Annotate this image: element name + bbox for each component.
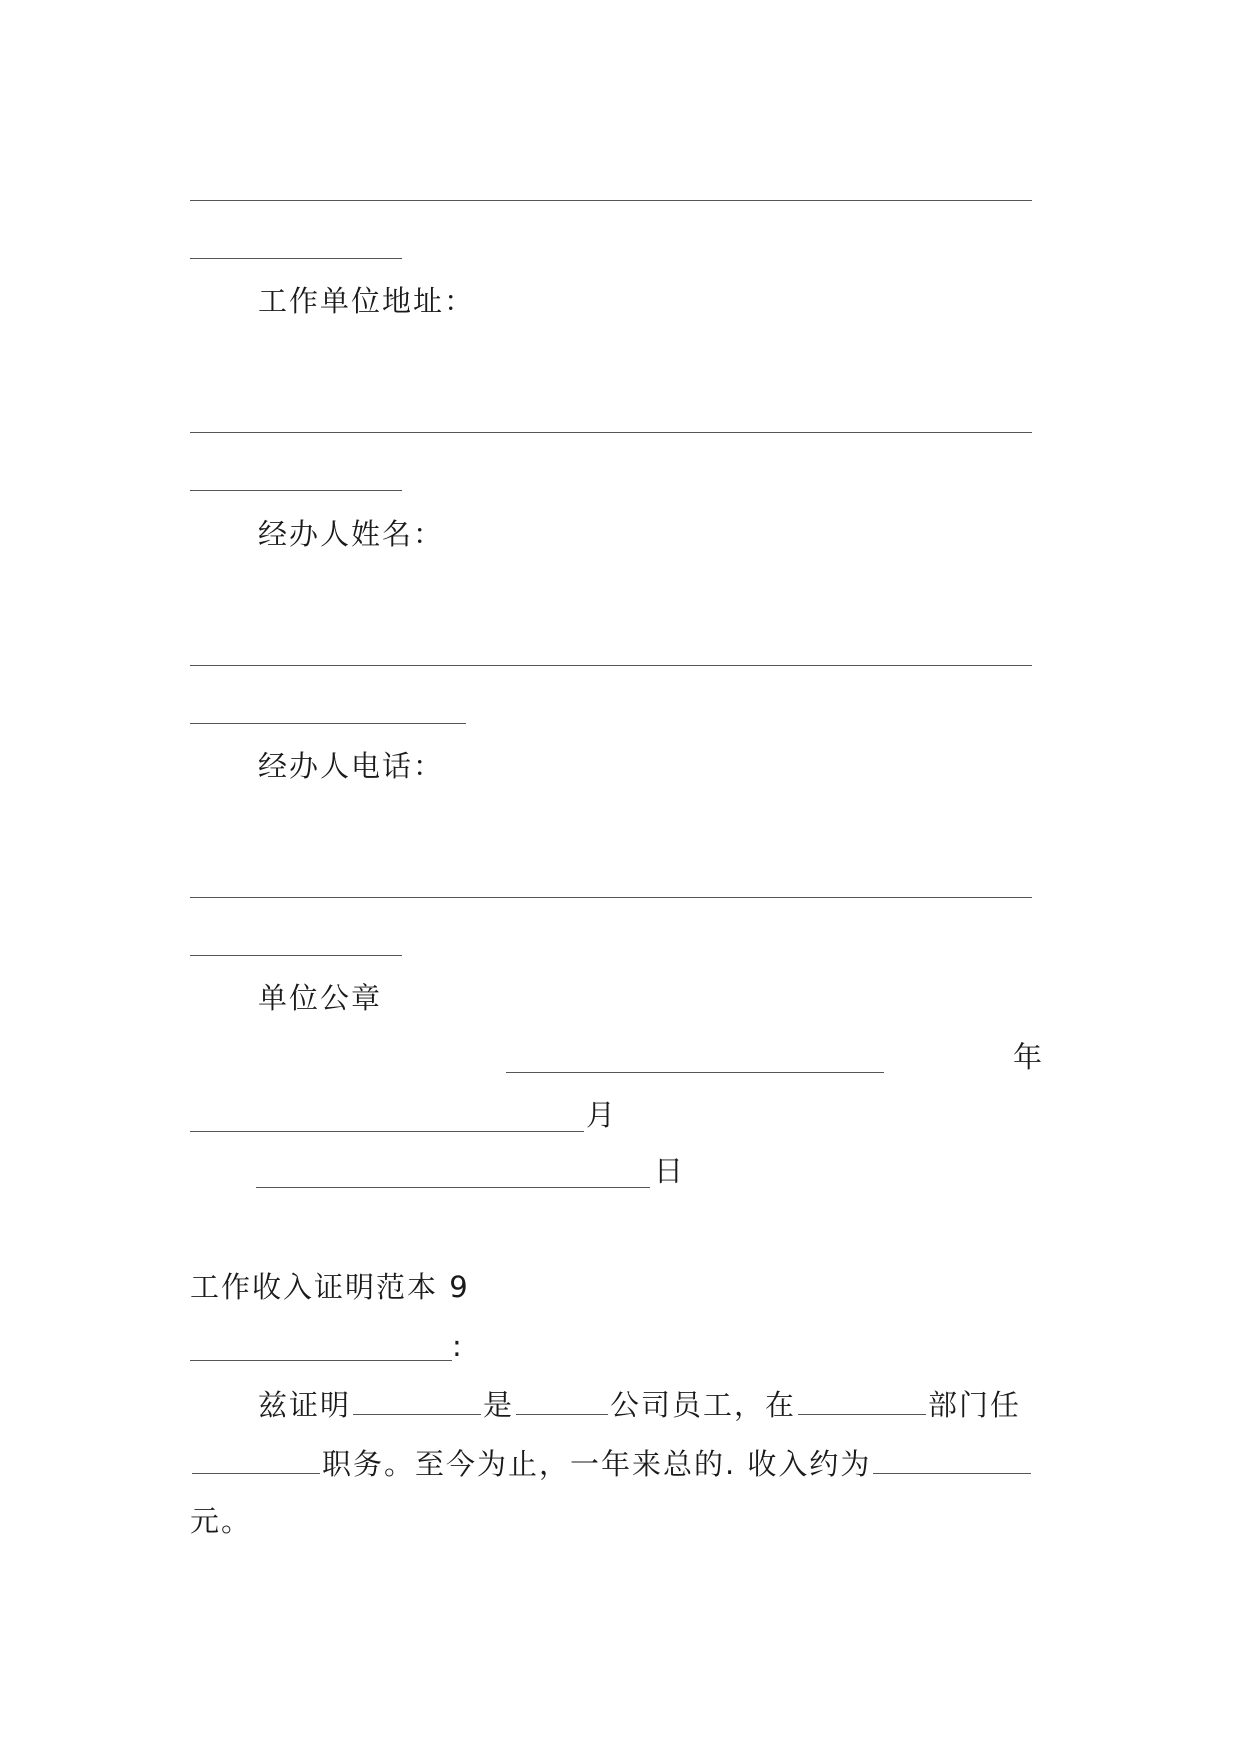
body-text: 部门任	[928, 1388, 1022, 1422]
body-text: 公司员工，在	[610, 1388, 797, 1422]
fill-line	[190, 897, 1032, 898]
company-blank	[516, 1386, 608, 1415]
field-label-work-address: 工作单位地址：	[258, 284, 476, 318]
day-blank	[256, 1187, 650, 1188]
salutation-blank	[190, 1360, 452, 1361]
fill-line	[190, 490, 402, 491]
income-blank	[873, 1445, 1031, 1474]
seal-label: 单位公章	[258, 981, 383, 1015]
date-day: 日	[654, 1154, 686, 1188]
body-line-1	[258, 1386, 1021, 1423]
month-blank	[190, 1131, 584, 1132]
fill-line	[190, 723, 466, 724]
body-text: 职务。至今为止，一年来总的. 收入约为	[322, 1447, 872, 1481]
department-blank	[798, 1386, 926, 1415]
name-blank	[353, 1386, 481, 1415]
fill-line	[190, 955, 402, 956]
section-title: 工作收入证明范本 9	[190, 1270, 470, 1304]
fill-line	[190, 200, 1032, 201]
date-year: 年	[1013, 1040, 1045, 1074]
position-blank	[192, 1445, 320, 1474]
fill-line	[190, 258, 402, 259]
fill-line	[190, 665, 1032, 666]
body-line-3: 元。	[190, 1504, 253, 1538]
body-text: 是	[483, 1388, 515, 1422]
body-text: 兹证明	[258, 1388, 352, 1422]
year-blank	[506, 1072, 884, 1073]
field-label-handler-name: 经办人姓名：	[258, 517, 445, 551]
body-line-2	[190, 1445, 1033, 1482]
date-month: 月	[586, 1098, 618, 1132]
salutation-colon: :	[452, 1329, 464, 1363]
fill-line	[190, 432, 1032, 433]
field-label-handler-phone: 经办人电话：	[258, 749, 445, 783]
